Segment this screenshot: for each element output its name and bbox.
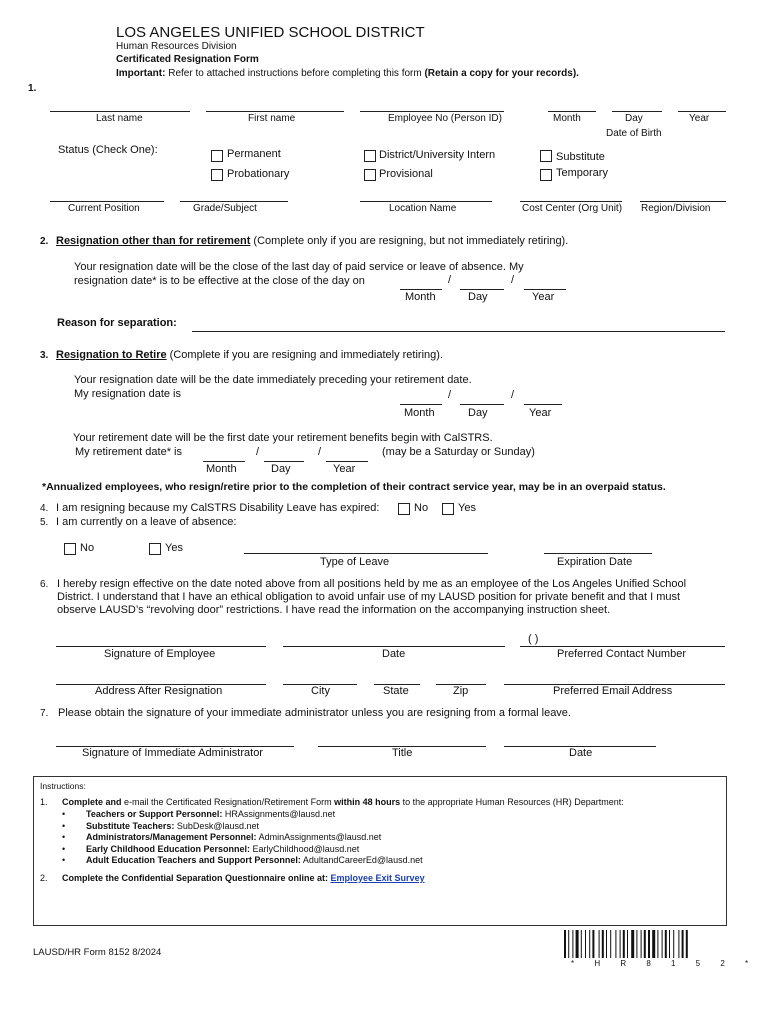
section-3-title: Resignation to Retire	[56, 349, 167, 361]
barcode-bar	[615, 930, 616, 958]
reason-label: Reason for separation:	[57, 317, 177, 329]
grade-subject-label: Grade/Subject	[193, 203, 257, 214]
instructions-item1-number: 1.	[40, 797, 48, 807]
barcode-bar	[599, 930, 600, 958]
reason-field[interactable]	[192, 331, 725, 332]
section-6-line3: observe LAUSD’s “revolving door” restrictions. I have read the information on the accompanying instruction sheet.	[57, 604, 611, 616]
list-item	[62, 809, 423, 821]
barcode-text: * H R 8 1 5 2 *	[571, 959, 758, 968]
q4-yes-label: Yes	[458, 502, 476, 514]
dob-label: Date of Birth	[606, 128, 662, 139]
retirement-year-field[interactable]	[326, 461, 368, 462]
q4-number: 4.	[40, 503, 49, 514]
month-label: Month	[404, 407, 435, 419]
q5-yes-label: Yes	[165, 542, 183, 554]
section-6-line2: District. I understand that I have an ethical obligation to avoid unfair use of my LAUSD position for private benefit and that I must	[57, 591, 681, 603]
resign-retire-year-field[interactable]	[524, 404, 562, 405]
barcode-bar	[652, 930, 655, 958]
annualized-note: *Annualized employees, who resign/retire prior to the completion of their contract service year, may be in an overpaid status.	[42, 481, 666, 493]
temporary-checkbox[interactable]	[540, 169, 552, 181]
zip-label: Zip	[453, 685, 469, 697]
barcode-bar	[589, 930, 590, 958]
q4-no-checkbox[interactable]	[398, 503, 410, 515]
barcode-bar	[641, 930, 642, 958]
list-item	[62, 844, 423, 856]
region-division-label: Region/Division	[641, 203, 711, 214]
barcode-bar	[669, 930, 670, 958]
barcode-bar	[657, 930, 658, 958]
month-label: Month	[206, 463, 237, 475]
barcode-bar	[568, 930, 569, 958]
section-2-note: (Complete only if you are resigning, but not immediately retiring).	[250, 235, 569, 247]
barcode-bar	[602, 930, 604, 958]
status-label: Status (Check One):	[58, 144, 158, 156]
section-3-line1: Your resignation date will be the date immediately preceding your retirement date.	[74, 374, 472, 386]
cost-center-label: Cost Center (Org Unit)	[522, 203, 623, 214]
barcode-bar	[620, 930, 621, 958]
year-label: Year	[532, 291, 555, 303]
section-6-line1: I hereby resign effective on the date noted above from all positions held by me as an employee of the Los Angeles Unified School	[57, 578, 687, 590]
probationary-checkbox[interactable]	[211, 169, 223, 181]
employee-no-label: Employee No (Person ID)	[388, 113, 502, 124]
provisional-checkbox[interactable]	[364, 169, 376, 181]
section-3-line2: My resignation date is	[74, 388, 181, 400]
provisional-label: Provisional	[379, 168, 433, 180]
dob-day-label: Day	[625, 113, 643, 124]
barcode-bar	[606, 930, 607, 958]
contact-email[interactable]: SubDesk@lausd.net	[176, 820, 260, 831]
dob-day-field[interactable]	[612, 111, 662, 112]
section-3-heading	[56, 349, 443, 361]
year-label: Year	[333, 463, 356, 475]
barcode-bar	[662, 930, 663, 958]
item2-text: Complete the Confidential Separation Questionnaire online at:	[62, 873, 331, 883]
day-label: Day	[468, 291, 488, 303]
expiration-date-field[interactable]	[544, 553, 652, 554]
day-label: Day	[468, 407, 488, 419]
barcode-bar	[610, 930, 611, 958]
q5-no-checkbox[interactable]	[64, 543, 76, 555]
retirement-line1: Your retirement date will be the first date your retirement benefits begin with CalSTRS.	[73, 432, 493, 444]
last-name-field[interactable]	[50, 111, 190, 112]
state-label: State	[383, 685, 409, 697]
intern-label: District/University Intern	[379, 149, 496, 161]
barcode-bar	[564, 930, 566, 958]
region-division-field[interactable]	[640, 201, 726, 202]
barcode-bar	[648, 930, 650, 958]
current-position-field[interactable]	[50, 201, 164, 202]
retain-text: (Retain a copy for your records).	[424, 68, 579, 79]
intern-checkbox[interactable]	[364, 150, 376, 162]
employee-signature-label: Signature of Employee	[104, 648, 216, 660]
temporary-label: Temporary	[556, 167, 608, 179]
day-label: Day	[271, 463, 291, 475]
city-label: City	[311, 685, 330, 697]
section-2-heading	[56, 235, 568, 247]
permanent-checkbox[interactable]	[211, 150, 223, 162]
barcode-bar	[678, 930, 679, 958]
dob-year-field[interactable]	[678, 111, 726, 112]
barcode-bar	[576, 930, 579, 958]
weekend-note: (may be a Saturday or Sunday)	[382, 446, 535, 458]
q4-yes-checkbox[interactable]	[442, 503, 454, 515]
item1-text: e-mail the Certificated Resignation/Retirement Form	[121, 797, 335, 807]
resign-retire-day-field[interactable]	[460, 404, 504, 405]
year-label: Year	[529, 407, 552, 419]
list-item	[62, 832, 423, 844]
barcode-bar	[585, 930, 586, 958]
section-2-number: 2.	[40, 236, 49, 247]
retirement-day-field[interactable]	[264, 461, 304, 462]
section-2-line1: Your resignation date will be the close of the last day of paid service or leave of absence. My	[74, 261, 524, 273]
contact-label: Teachers or Support Personnel:	[86, 809, 223, 819]
important-note	[116, 68, 579, 79]
contact-number-label: Preferred Contact Number	[557, 648, 686, 660]
important-text: Refer to attached instructions before completing this form	[165, 68, 425, 79]
q4-text: I am resigning because my CalSTRS Disability Leave has expired:	[56, 502, 380, 514]
contact-number-field[interactable]	[520, 646, 725, 647]
contact-label: Administrators/Management Personnel:	[86, 832, 257, 842]
dob-year-label: Year	[689, 113, 710, 124]
location-name-label: Location Name	[389, 203, 457, 214]
contact-email[interactable]: EarlyChildhood@lausd.net	[252, 843, 360, 854]
section-6-number: 6.	[40, 579, 49, 590]
barcode-bar	[665, 930, 667, 958]
last-name-label: Last name	[96, 113, 143, 124]
barcode	[564, 930, 724, 960]
instructions-item1	[62, 797, 624, 807]
q5-yes-checkbox[interactable]	[149, 543, 161, 555]
type-of-leave-label: Type of Leave	[320, 556, 390, 568]
month-label: Month	[405, 291, 436, 303]
resign-retire-month-field[interactable]	[400, 404, 442, 405]
contact-email[interactable]: AdultandCareerEd@lausd.net	[302, 855, 423, 865]
dob-month-field[interactable]	[548, 111, 596, 112]
slash: /	[448, 274, 452, 286]
barcode-bar	[581, 930, 582, 958]
section-3-number: 3.	[40, 350, 49, 361]
type-of-leave-field[interactable]	[244, 553, 488, 554]
form-title: Certificated Resignation Form	[116, 54, 259, 65]
instructions-heading: Instructions:	[40, 781, 86, 791]
barcode-bar	[644, 930, 646, 958]
barcode-bar	[682, 930, 684, 958]
slash: /	[511, 389, 515, 401]
resignation-year-field[interactable]	[524, 289, 566, 290]
within-48-hours: within 48 hours	[334, 797, 401, 807]
q4-no-label: No	[414, 502, 429, 514]
barcode-bar	[631, 930, 634, 958]
section-1-number: 1.	[28, 83, 37, 94]
contact-email[interactable]: AdminAssignments@lausd.net	[258, 832, 382, 842]
instructions-item2	[62, 873, 425, 883]
grade-subject-field[interactable]	[180, 201, 288, 202]
slash: /	[256, 446, 260, 458]
resignation-month-field[interactable]	[400, 289, 442, 290]
first-name-field[interactable]	[206, 111, 344, 112]
employee-signature-field[interactable]	[56, 646, 266, 647]
admin-signature-label: Signature of Immediate Administrator	[82, 747, 263, 759]
email-label: Preferred Email Address	[553, 685, 673, 697]
q5-number: 5.	[40, 517, 49, 528]
barcode-bar	[623, 930, 625, 958]
division-name: Human Resources Division	[116, 41, 237, 52]
q5-no-label: No	[80, 542, 95, 554]
resignation-day-field[interactable]	[460, 289, 504, 290]
list-item	[62, 855, 423, 867]
contact-list	[62, 809, 423, 867]
substitute-checkbox[interactable]	[540, 150, 552, 162]
employee-date-field[interactable]	[283, 646, 505, 647]
slash: /	[448, 389, 452, 401]
slash: /	[318, 446, 322, 458]
cost-center-field[interactable]	[520, 201, 622, 202]
district-title: LOS ANGELES UNIFIED SCHOOL DISTRICT	[116, 24, 425, 41]
section-2-line2: resignation date* is to be effective at the close of the day on	[74, 275, 365, 287]
admin-date-label: Date	[569, 747, 593, 759]
barcode-bar	[636, 930, 637, 958]
location-name-field[interactable]	[360, 201, 492, 202]
q5-text: I am currently on a leave of absence:	[56, 516, 237, 528]
barcode-bar	[673, 930, 674, 958]
admin-title-label: Title	[392, 747, 413, 759]
dob-month-label: Month	[553, 113, 581, 124]
contact-label: Adult Education Teachers and Support Personnel:	[86, 855, 301, 865]
instructions-item2-number: 2.	[40, 873, 48, 883]
exit-survey-link[interactable]: Employee Exit Survey	[330, 873, 425, 883]
address-label: Address After Resignation	[95, 685, 223, 697]
contact-email[interactable]: HRAssignments@lausd.net	[224, 809, 336, 819]
important-label: Important:	[116, 68, 166, 79]
item1-text2: to the appropriate Human Resources (HR) Department:	[400, 797, 624, 807]
retirement-line2: My retirement date* is	[75, 446, 182, 458]
phone-area-code: ( )	[528, 633, 539, 645]
employee-date-label: Date	[382, 648, 406, 660]
expiration-date-label: Expiration Date	[557, 556, 633, 568]
contact-label: Substitute Teachers:	[86, 820, 175, 831]
contact-label: Early Childhood Education Personnel:	[86, 843, 251, 854]
form-id: LAUSD/HR Form 8152 8/2024	[33, 947, 162, 958]
section-7-text: Please obtain the signature of your immediate administrator unless you are resigning from a formal leave.	[58, 707, 571, 719]
permanent-label: Permanent	[227, 148, 281, 160]
section-7-number: 7.	[40, 708, 49, 719]
slash: /	[511, 274, 515, 286]
barcode-bar	[686, 930, 688, 958]
section-2-title: Resignation other than for retirement	[56, 235, 251, 247]
retirement-month-field[interactable]	[203, 461, 245, 462]
barcode-bar	[627, 930, 628, 958]
barcode-bar	[592, 930, 594, 958]
first-name-label: First name	[248, 113, 296, 124]
substitute-label: Substitute	[556, 151, 605, 163]
complete-and: Complete and	[62, 797, 122, 807]
current-position-label: Current Position	[68, 203, 140, 214]
barcode-bar	[572, 930, 573, 958]
employee-no-field[interactable]	[360, 111, 504, 112]
section-3-note: (Complete if you are resigning and immediately retiring).	[166, 349, 443, 361]
list-item	[62, 821, 423, 833]
probationary-label: Probationary	[227, 168, 290, 180]
